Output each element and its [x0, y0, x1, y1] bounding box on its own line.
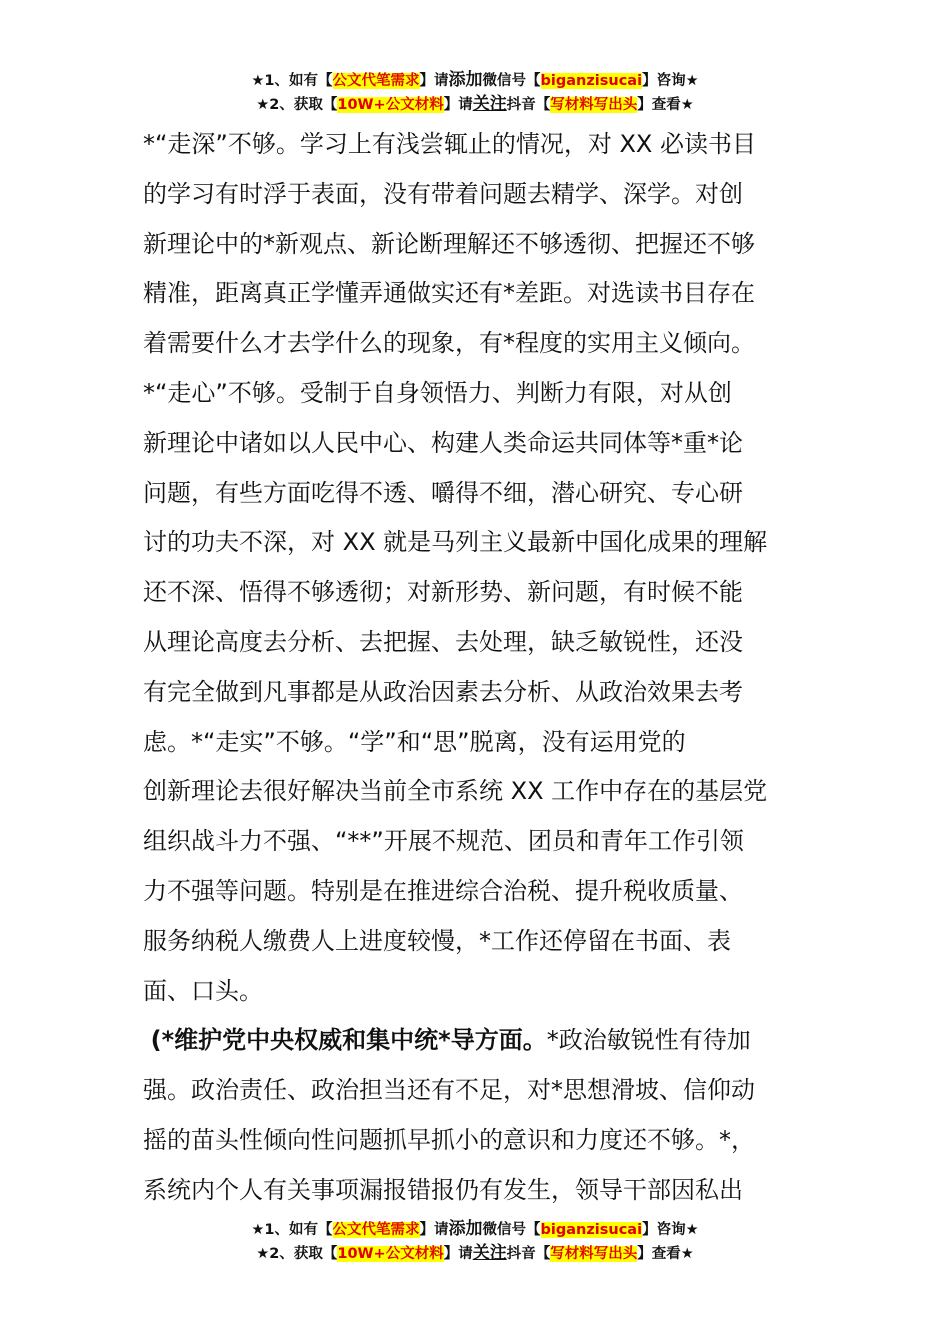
text-line: *“走心”不够。受制于自身领悟力、判断力有限，对从创 [143, 378, 732, 407]
banner-text: 】查看★ [637, 1246, 694, 1262]
text-line: 系统内个人有关事项漏报错报仍有发生，领导干部因私出 [143, 1175, 743, 1204]
text-line: 组织战斗力不强、“**”开展不规范、团员和青年工作引领 [143, 827, 744, 856]
banner-line-1 [0, 1217, 950, 1241]
text-line: 有完全做到凡事都是从政治因素去分析、从政治效果去考 [143, 677, 743, 706]
banner-text: 】请 [419, 73, 449, 89]
section-text: *政治敏锐性有待加 [546, 1026, 751, 1055]
text-line: 面、口头。 [143, 976, 263, 1005]
banner-text: 微信号【 [482, 1222, 541, 1238]
highlight-douyin: 写材料写出头 [550, 1246, 638, 1262]
banner-text: 】咨询★ [642, 1222, 699, 1238]
section-heading: (*维护党中央权威和集中统*导方面。 [150, 1026, 547, 1055]
highlight-wechat-id: biganzisucai [540, 1222, 643, 1238]
banner-text-add: 添加 [448, 70, 483, 90]
banner-text: 抖音【 [506, 97, 551, 113]
banner-line-2 [0, 92, 950, 116]
banner-text: 】请 [419, 1222, 449, 1238]
highlight-materials: 10W+公文材料 [337, 1246, 444, 1262]
text-line: 精准，距离真正学懂弄通做实还有*差距。对选读书目存在 [143, 279, 755, 308]
text-line: 新理论中的*新观点、新论断理解还不够透彻、把握还不够 [143, 229, 755, 258]
banner-text: 】咨询★ [642, 73, 699, 89]
highlight-wechat-id: biganzisucai [540, 73, 643, 89]
banner-line-1 [0, 68, 950, 92]
text-line: 服务纳税人缴费人上进度较慢，*工作还停留在书面、表 [143, 926, 731, 955]
text-line: *“走深”不够。学习上有浅尝辄止的情况，对 XX 必读书目 [143, 130, 757, 158]
highlight-materials: 10W+公文材料 [337, 97, 444, 113]
text-line [143, 1016, 807, 1066]
banner-text-follow: 关注 [472, 94, 507, 114]
text-line: 虑。*“走实”不够。“学”和“思”脱离，没有运用党的 [143, 727, 686, 756]
text-line: 摇的苗头性倾向性问题抓早抓小的意识和力度还不够。*， [143, 1125, 755, 1154]
text-line: 讨的功夫不深，对 XX 就是马列主义最新中国化成果的理解 [143, 528, 768, 557]
text-line: 创新理论去很好解决当前全市系统 XX 工作中存在的基层党 [143, 777, 768, 806]
banner-text: ★1、如有【 [251, 1222, 333, 1238]
banner-text-add: 添加 [448, 1219, 483, 1239]
text-line: 的学习有时浮于表面，没有带着问题去精学、深学。对创 [143, 179, 743, 208]
text-line: 从理论高度去分析、去把握、去处理，缺乏敏锐性，还没 [143, 627, 743, 656]
text-line: 还不深、悟得不够透彻；对新形势、新问题，有时候不能 [143, 578, 743, 607]
banner-text: 】请 [443, 1246, 473, 1262]
banner-text: 】查看★ [637, 97, 694, 113]
banner-text: 】请 [443, 97, 473, 113]
paragraph-study [143, 120, 807, 1016]
highlight-douyin: 写材料写出头 [550, 97, 638, 113]
banner-text: ★1、如有【 [251, 73, 333, 89]
highlight-service: 公文代笔需求 [332, 1222, 420, 1238]
highlight-service: 公文代笔需求 [332, 73, 420, 89]
text-line: 着需要什么才去学什么的现象，有*程度的实用主义倾向。 [143, 329, 755, 358]
banner-text: 微信号【 [482, 73, 541, 89]
banner-line-2 [0, 1241, 950, 1265]
banner-text: ★2、获取【 [256, 97, 338, 113]
footer-banner [0, 1217, 950, 1265]
document-body [143, 120, 807, 1216]
banner-text-follow: 关注 [472, 1243, 507, 1263]
banner-text: ★2、获取【 [256, 1246, 338, 1262]
text-line: 新理论中诸如以人民中心、构建人类命运共同体等*重*论 [143, 428, 743, 457]
text-line: 问题，有些方面吃得不透、嚼得不细，潜心研究、专心研 [143, 478, 743, 507]
text-line: 强。政治责任、政治担当还有不足，对*思想滑坡、信仰动 [143, 1076, 755, 1105]
text-line: 力不强等问题。特别是在推进综合治税、提升税收质量、 [143, 876, 743, 905]
banner-text: 抖音【 [506, 1246, 551, 1262]
header-banner [0, 68, 950, 116]
paragraph-authority [143, 1016, 807, 1215]
